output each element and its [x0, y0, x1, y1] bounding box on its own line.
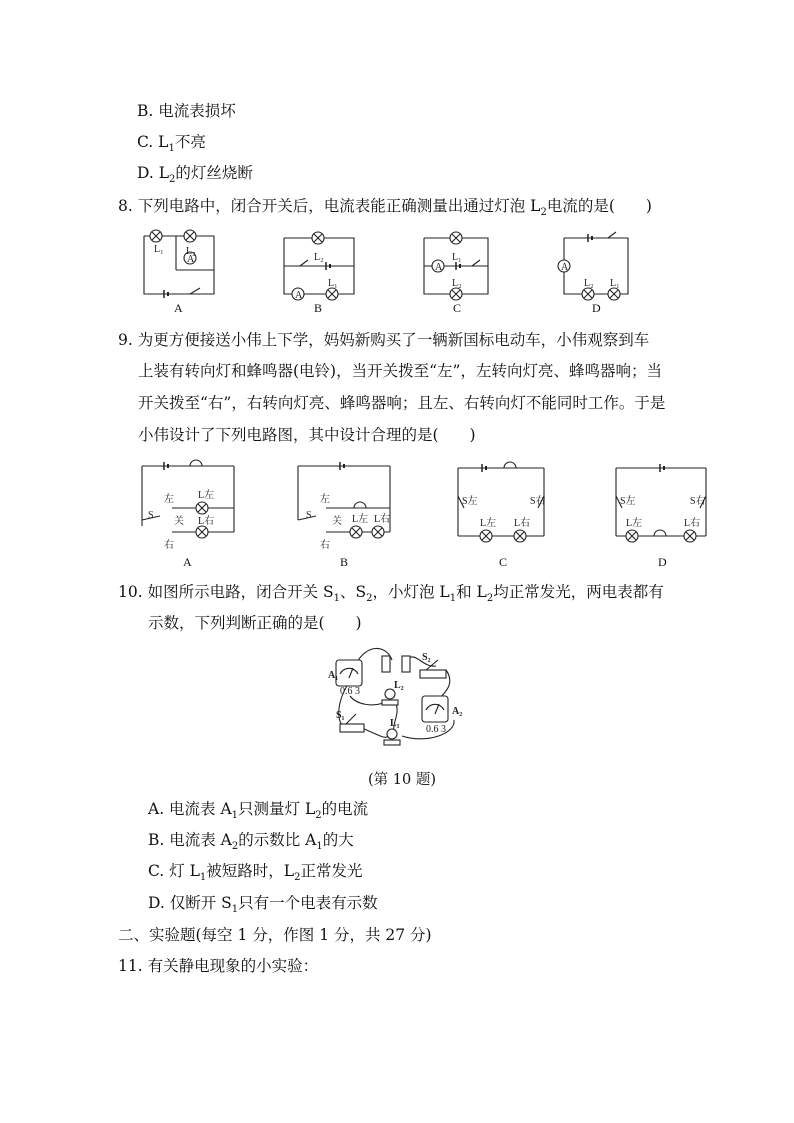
svg-text:S右: S右 [690, 496, 706, 507]
svg-text:L₁: L₁ [328, 278, 338, 289]
svg-text:L左: L左 [198, 490, 215, 501]
svg-text:S: S [306, 510, 312, 521]
svg-text:左: 左 [320, 494, 330, 505]
svg-text:S₂: S₂ [422, 652, 431, 663]
svg-text:L₂: L₂ [394, 680, 404, 691]
svg-text:左: 左 [164, 494, 174, 505]
svg-text:S左: S左 [462, 496, 478, 507]
svg-text:关: 关 [174, 516, 184, 527]
q8-stem: 8. 下列电路中，闭合开关后，电流表能正确测量出通过灯泡 $L_2$电流的是( ) [118, 197, 652, 219]
q7-option-d: D. $L_2$的灯丝烧断 [137, 164, 253, 186]
svg-text:L右: L右 [514, 518, 531, 529]
svg-text:L₂: L₂ [584, 278, 594, 289]
q10-option-a: A. 电流表 $A_1$只测量灯 $L_2$的电流 [148, 800, 369, 822]
section-2-heading: 二、实验题(每空 1 分，作图 1 分，共 27 分) [118, 926, 432, 944]
svg-text:A₁: A₁ [328, 670, 339, 681]
q9-stem-line2: 上装有转向灯和蜂鸣器(电铃)，当开关拨至“左”，左转向灯亮、蜂鸣器响；当 [138, 362, 662, 380]
svg-text:A: A [187, 254, 195, 265]
svg-text:L₂: L₂ [314, 252, 324, 263]
q9-label-a: A [183, 555, 192, 569]
svg-text:L₁: L₁ [452, 252, 462, 263]
svg-text:L₁: L₁ [154, 244, 164, 255]
q9-stem-line1: 9. 为更方便接送小伟上下学，妈妈新购买了一辆新国标电动车，小伟观察到车 [118, 331, 650, 349]
svg-text:S₁: S₁ [336, 710, 345, 721]
svg-text:右: 右 [164, 540, 174, 551]
q9-stem-line4: 小伟设计了下列电路图，其中设计合理的是( ) [138, 426, 476, 444]
q9-label-b: B [340, 555, 349, 569]
q11-stem: 11. 有关静电现象的小实验： [118, 957, 319, 975]
svg-text:S左: S左 [620, 496, 636, 507]
q9-circuit-d [612, 456, 712, 552]
q8-label-d: D [592, 301, 601, 315]
q8-circuit-a [138, 226, 218, 296]
svg-text:A₂: A₂ [452, 706, 463, 717]
q7-option-c: C. $L_1$不亮 [137, 133, 206, 155]
q10-figure-caption: (第 10 题) [368, 772, 436, 788]
q8-label-b: B [314, 301, 323, 315]
q10-figure [326, 644, 474, 756]
q7-option-b: B. 电流表损坏 [137, 102, 236, 120]
svg-text:L左: L左 [626, 518, 643, 529]
q9-label-d: D [658, 555, 667, 569]
svg-text:0.6 3: 0.6 3 [340, 686, 360, 697]
svg-text:L₁: L₁ [610, 278, 620, 289]
q8-circuit-b [280, 228, 360, 301]
svg-text:A: A [435, 262, 443, 273]
q10-option-d: D. 仅断开 $S_1$只有一个电表有示数 [148, 894, 378, 916]
svg-text:L左: L左 [352, 514, 369, 525]
svg-text:L₂: L₂ [186, 246, 196, 257]
q9-label-c: C [499, 555, 508, 569]
svg-text:L右: L右 [684, 518, 701, 529]
q8-label-a: A [174, 301, 183, 315]
q9-circuit-a [140, 456, 240, 552]
q10-stem-line2: 示数，下列判断正确的是( ) [148, 614, 362, 632]
svg-text:右: 右 [320, 540, 330, 551]
svg-text:S: S [148, 510, 154, 521]
svg-text:L左: L左 [480, 518, 497, 529]
q10-option-b: B. 电流表 $A_2$的示数比 $A_1$的大 [148, 831, 354, 853]
svg-text:L₁: L₁ [390, 718, 400, 729]
svg-text:A: A [295, 290, 303, 301]
q8-circuit-c [420, 228, 500, 298]
svg-text:L右: L右 [374, 514, 391, 525]
svg-text:A: A [561, 262, 569, 273]
q8-label-c: C [453, 301, 462, 315]
svg-text:关: 关 [332, 516, 342, 527]
q9-circuit-c [454, 456, 554, 552]
q8-circuit-d [558, 228, 638, 298]
q9-circuit-b [296, 456, 396, 552]
svg-text:L₂: L₂ [452, 278, 462, 289]
q10-option-c: C. 灯 $L_1$被短路时，$L_2$正常发光 [148, 862, 363, 884]
svg-text:L右: L右 [198, 516, 215, 527]
q10-stem-line1: 10. 如图所示电路，闭合开关 $S_1$、$S_2$，小灯泡 $L_1$和 $L_2$均正常发光，两电表都有 [118, 583, 664, 605]
q9-stem-line3: 开关拨至“右”，右转向灯亮、蜂鸣器响；且左、右转向灯不能同时工作。于是 [138, 394, 666, 412]
svg-text:0.6 3: 0.6 3 [426, 724, 446, 735]
svg-text:S右: S右 [530, 496, 546, 507]
